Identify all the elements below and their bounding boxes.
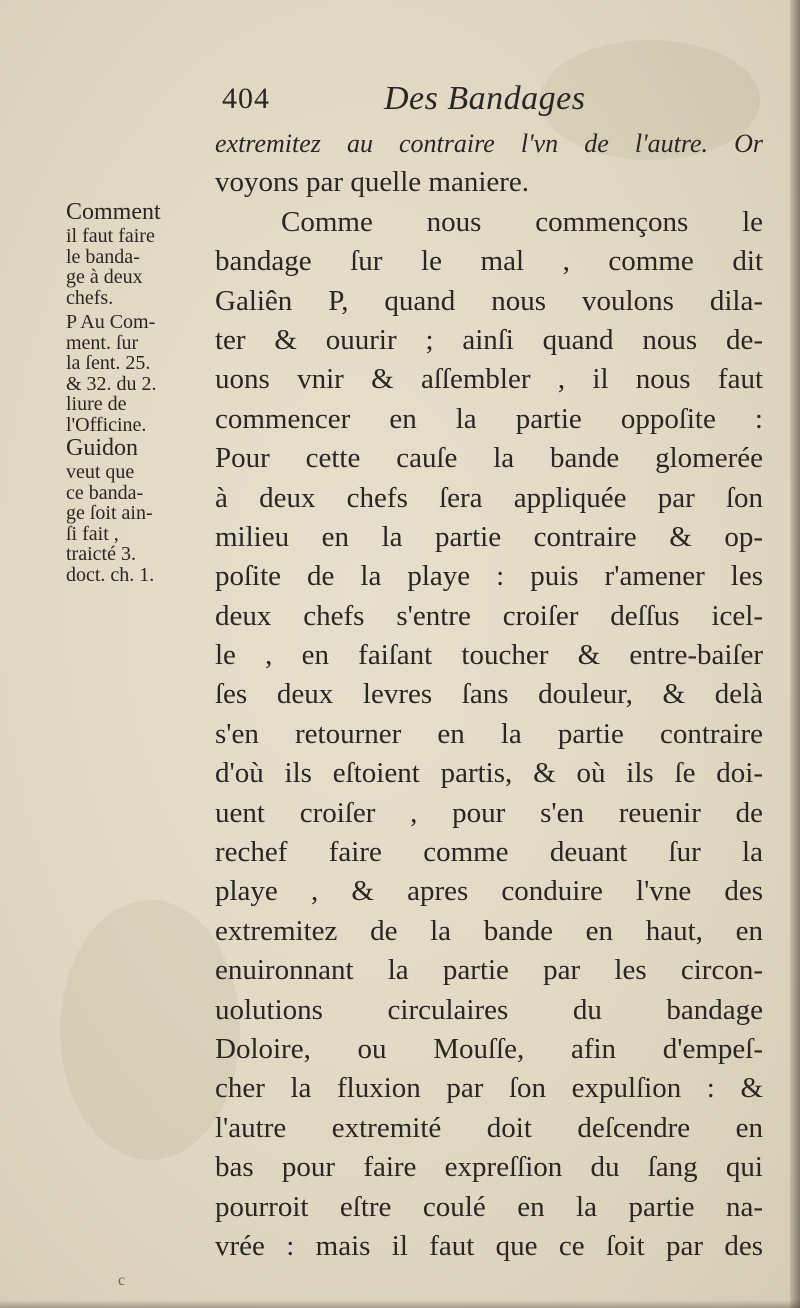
body-line: s'en retourner en la partie contraire xyxy=(215,717,763,750)
body-line: deux chefs s'entre croiſer deſſus icel- xyxy=(215,599,763,632)
body-line: commencer en la partie oppoſite : xyxy=(215,402,763,435)
body-line: d'où ils eſtoient partis, & où ils ſe doi- xyxy=(215,757,763,790)
margin-note-line: & 32. du 2. xyxy=(66,372,157,395)
margin-note-line: Comment xyxy=(66,199,161,225)
body-line: Comme nous commençons le xyxy=(281,205,763,238)
body-line: voyons par quelle maniere. xyxy=(215,166,530,199)
body-line: playe , & apres conduire l'vne des xyxy=(215,875,763,908)
body-line: à deux chefs ſera appliquée par ſon xyxy=(215,481,763,514)
body-line: extremitez de la bande en haut, en xyxy=(215,914,763,947)
margin-note-line: ge à deux xyxy=(66,266,143,288)
page-number: 404 xyxy=(222,82,270,115)
body-line: enuironnant la partie par les circon- xyxy=(215,954,763,987)
margin-note-line: P Au Com- xyxy=(66,311,156,333)
margin-note-line: veut que xyxy=(66,461,135,483)
body-line: rechef faire comme deuant ſur la xyxy=(215,836,763,869)
body-line: uolutions circulaires du bandage xyxy=(215,993,763,1026)
margin-note-line: ment. ſur xyxy=(66,331,139,354)
margin-note-line: il faut faire xyxy=(66,225,155,247)
margin-note-line: doct. ch. 1. xyxy=(66,563,155,586)
body-line: le , en faiſant toucher & entre-baiſer xyxy=(215,639,763,672)
body-line: milieu en la partie contraire & op- xyxy=(215,520,763,553)
margin-note-line: liure de xyxy=(66,393,127,415)
paper-stain xyxy=(60,900,240,1160)
page-edge-shadow xyxy=(0,1300,800,1308)
body-line: poſite de la playe : puis r'amener les xyxy=(215,560,763,593)
body-line: ſes deux levres ſans douleur, & delà xyxy=(215,678,763,711)
margin-note-line: ſi fait , xyxy=(66,522,119,545)
margin-note-line: le banda- xyxy=(66,245,140,268)
margin-note-line: la ſent. 25. xyxy=(66,352,151,374)
body-line: Galiên P, quand nous voulons dila- xyxy=(215,284,763,317)
margin-note-line: traicté 3. xyxy=(66,543,136,565)
margin-note-line: ce banda- xyxy=(66,481,144,504)
margin-note-line: Guidon xyxy=(66,435,138,461)
margin-note-line: ge ſoit ain- xyxy=(66,502,153,524)
body-line: Doloire, ou Mouſſe, afin d'empeſ- xyxy=(215,1032,763,1065)
running-title: Des Bandages xyxy=(384,80,586,117)
body-text xyxy=(215,124,763,1266)
margin-note xyxy=(66,199,216,585)
body-line: vrée : mais il faut que ce ſoit par des xyxy=(215,1229,763,1262)
page-edge-shadow xyxy=(790,0,800,1308)
body-line: l'autre extremité doit deſcendre en xyxy=(215,1111,763,1144)
margin-note-line: l'Officine. xyxy=(66,413,147,436)
margin-note-line: chefs. xyxy=(66,286,114,309)
body-line: uent croiſer , pour s'en reuenir de xyxy=(215,796,763,829)
page-ornament: c xyxy=(118,1272,126,1289)
body-line: ter & ouurir ; ainſi quand nous de- xyxy=(215,323,763,356)
body-line: bandage ſur le mal , comme dit xyxy=(215,245,763,278)
body-line: extremitez au contraire l'vn de l'autre. Or xyxy=(215,129,763,158)
body-line: Pour cette cauſe la bande glomerée xyxy=(215,442,763,475)
body-line: bas pour faire expreſſion du ſang qui xyxy=(215,1151,763,1184)
body-line: uons vnir & aſſembler , il nous faut xyxy=(215,363,763,396)
body-line: pourroit eſtre coulé en la partie na- xyxy=(215,1190,763,1223)
body-line: cher la fluxion par ſon expulſion : & xyxy=(215,1072,763,1105)
